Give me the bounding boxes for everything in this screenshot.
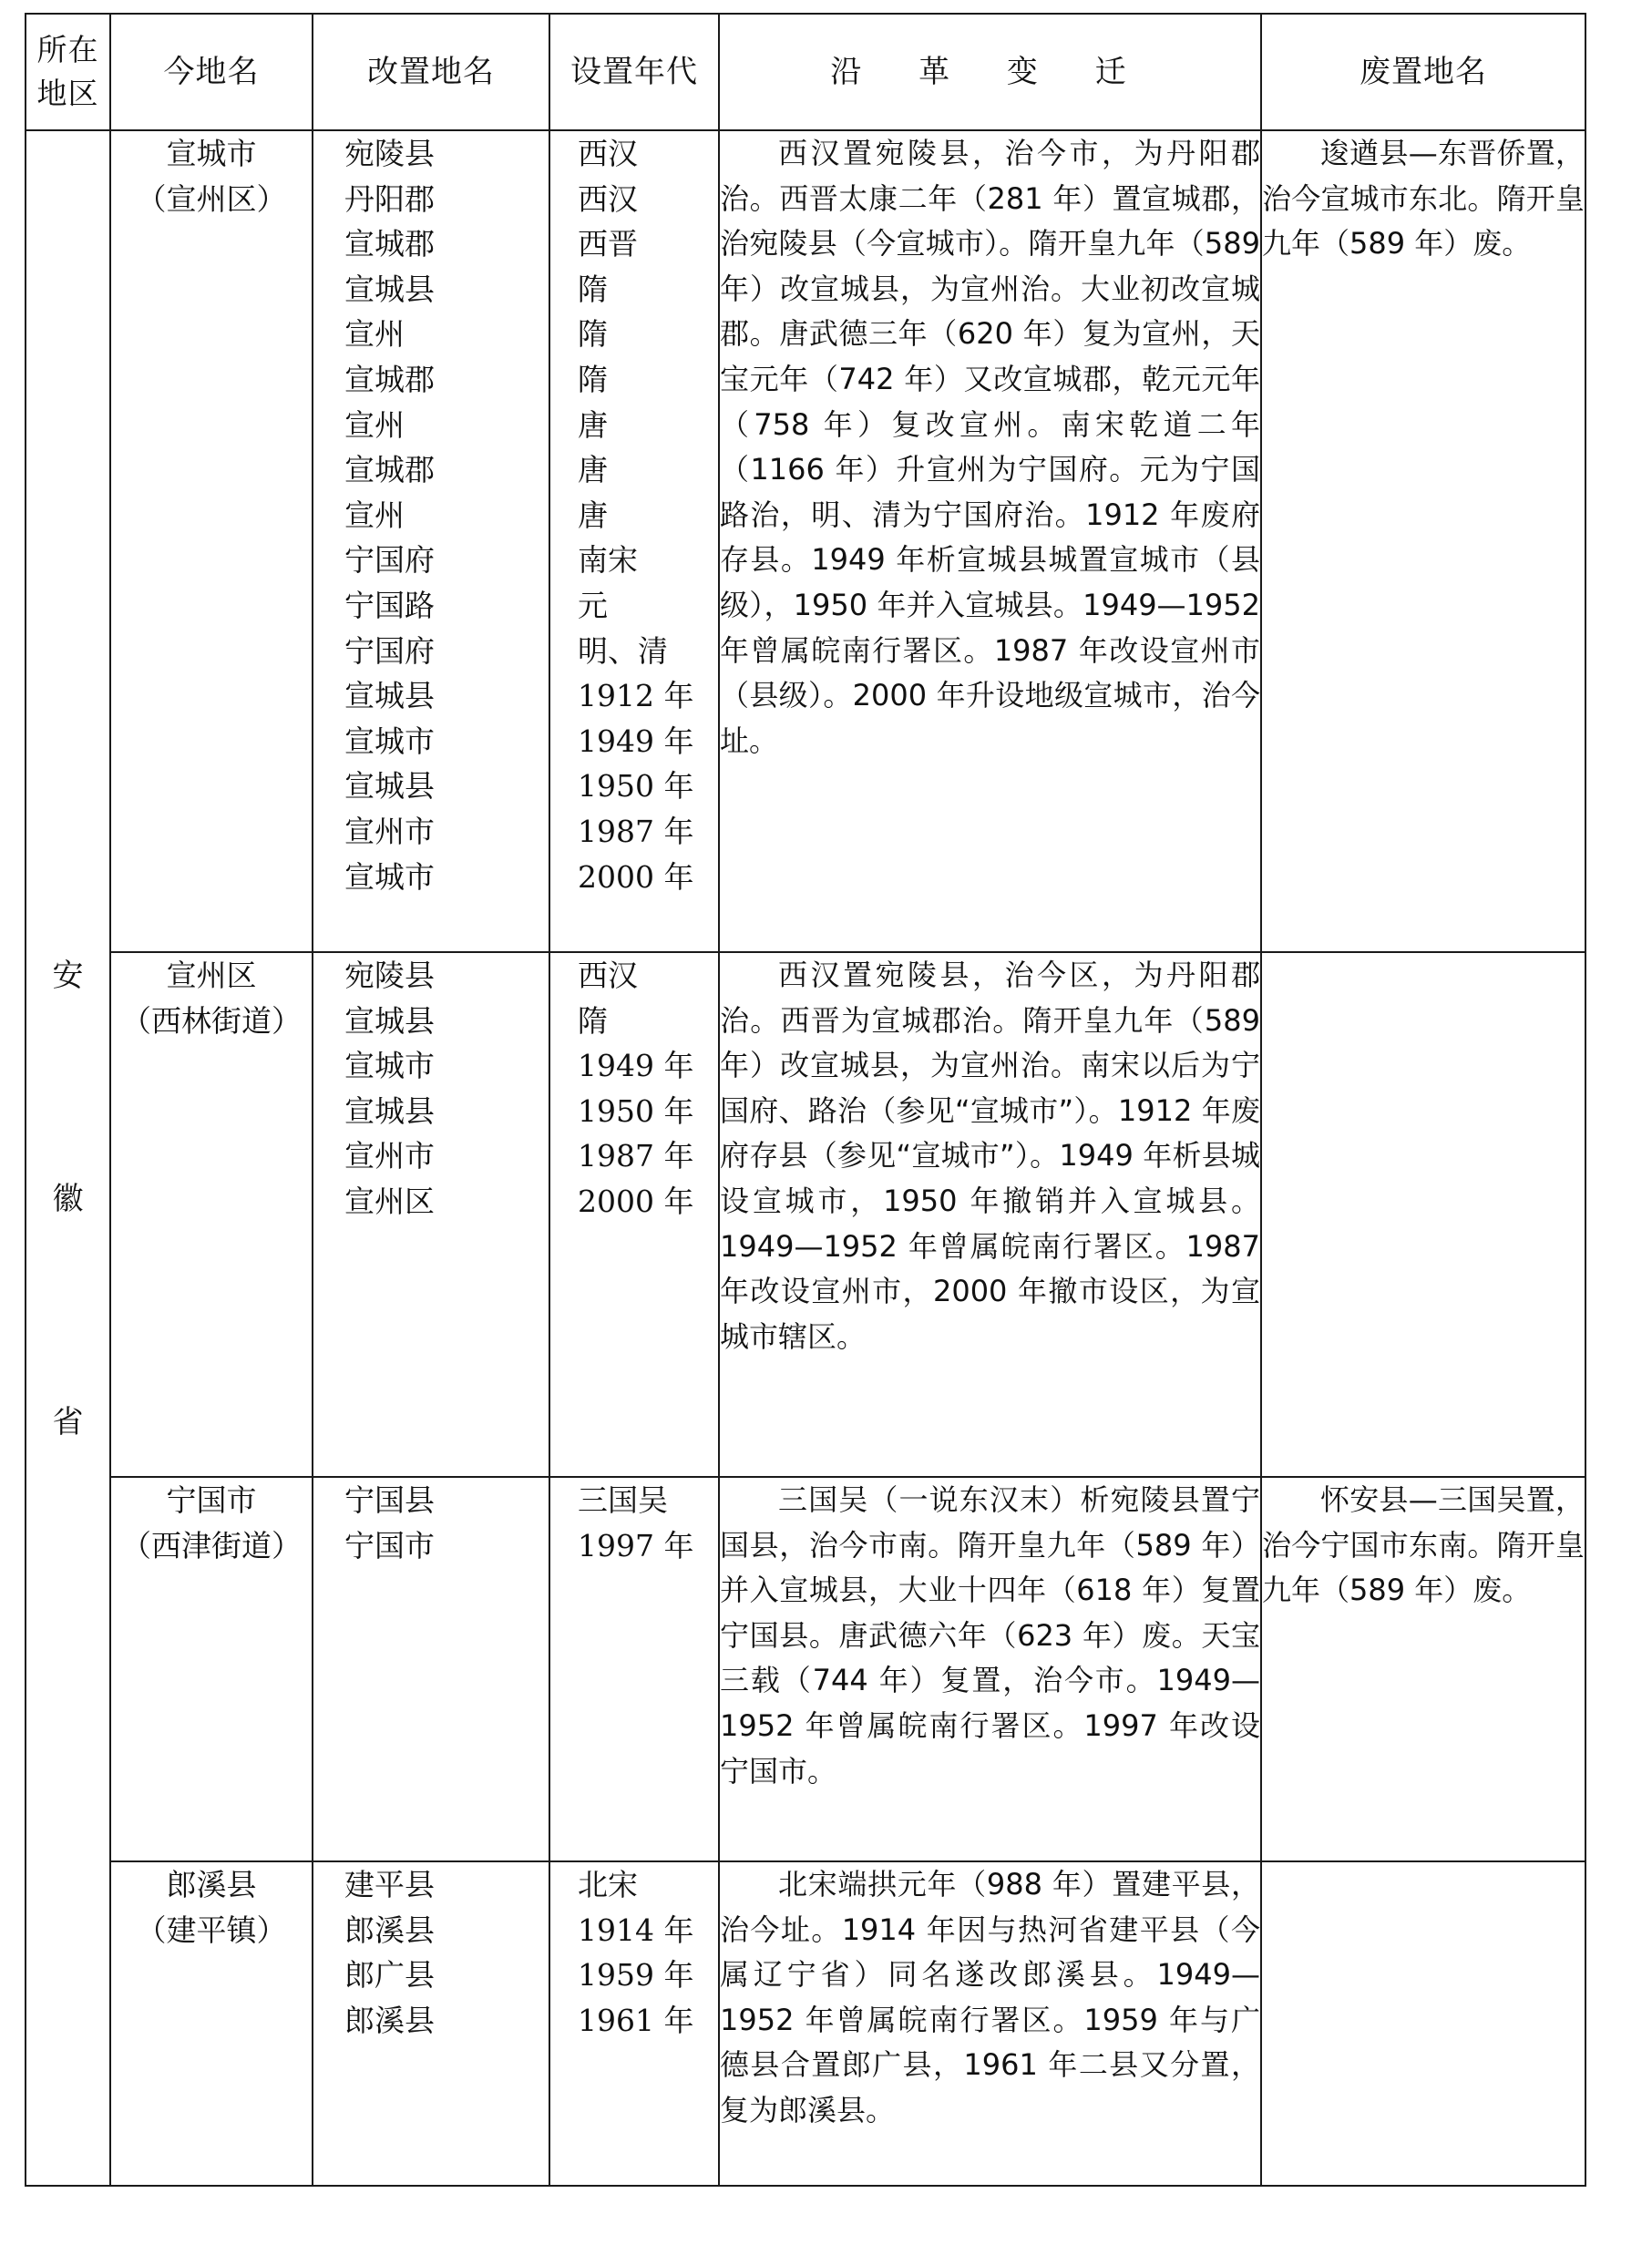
list-item: 西汉 bbox=[578, 180, 638, 217]
list-item: 宣城县 bbox=[344, 1002, 435, 1039]
seat-name: （建平镇） bbox=[136, 1912, 287, 1948]
list-item: 宣州 bbox=[344, 316, 405, 353]
table-row bbox=[26, 952, 1585, 1477]
list-item: 宣城郡 bbox=[344, 226, 435, 262]
list-item: 隋 bbox=[578, 361, 608, 397]
current-name-cell bbox=[110, 1477, 313, 1861]
list-item: 隋 bbox=[578, 271, 608, 307]
list-item: 宣城市 bbox=[344, 723, 435, 759]
seat-name: （宣州区） bbox=[136, 181, 287, 217]
list-item: 宁国市 bbox=[344, 1527, 435, 1563]
list-item: 2000 年 bbox=[578, 858, 694, 895]
list-item: 丹阳郡 bbox=[344, 180, 435, 217]
history-cell bbox=[719, 1477, 1261, 1861]
header-current-name: 今地名 bbox=[110, 14, 313, 130]
list-item: 郎溪县 bbox=[344, 2002, 435, 2038]
list-item: 宣城郡 bbox=[344, 361, 435, 397]
renamed-list bbox=[313, 952, 549, 1477]
current-name-cell bbox=[110, 952, 313, 1477]
history-cell bbox=[719, 1861, 1261, 2186]
list-item: 1914 年 bbox=[578, 1912, 694, 1948]
header-region bbox=[26, 14, 110, 130]
header-row bbox=[26, 14, 1585, 130]
list-item: 1950 年 bbox=[578, 768, 694, 805]
era-list bbox=[549, 1861, 719, 2186]
seat-name: （西林街道） bbox=[121, 1003, 302, 1039]
list-item: 明、清 bbox=[578, 632, 668, 669]
list-item: 宣州市 bbox=[344, 1138, 435, 1174]
abolished-cell bbox=[1261, 952, 1585, 1477]
list-item: 宛陵县 bbox=[344, 958, 435, 993]
list-item: 宣城市 bbox=[344, 1048, 435, 1084]
abolished-cell bbox=[1261, 130, 1585, 952]
list-item: 宣城县 bbox=[344, 678, 435, 714]
region-cell bbox=[26, 130, 110, 2186]
list-item: 1959 年 bbox=[578, 1957, 694, 1994]
list-item: 南宋 bbox=[578, 542, 638, 579]
abolished-text: 逡遒县—东晋侨置，治今宣城市东北。隋开皇九年（589 年）废。 bbox=[1262, 136, 1585, 261]
current-name: 宁国市 bbox=[166, 1482, 257, 1518]
list-item: 唐 bbox=[578, 497, 608, 533]
region-char: 徽 bbox=[52, 1181, 84, 1217]
list-item: 1997 年 bbox=[578, 1527, 694, 1563]
renamed-list bbox=[313, 1861, 549, 2186]
list-item: 1961 年 bbox=[578, 2002, 694, 2038]
history-text: 三国吴（一说东汉末）析宛陵县置宁国县，治今市南。隋开皇九年（589 年）并入宣城县，大业十四年（618 年）复置宁国县。唐武德六年（623 年）废。天宝三载（744 年）复置，治今市。1949—1952 年曾属皖南行署区。1997 年改设宁国市。 bbox=[720, 1482, 1260, 1789]
abolished-cell bbox=[1261, 1477, 1585, 1861]
list-item: 建平县 bbox=[344, 1867, 435, 1902]
list-item: 宣州 bbox=[344, 406, 405, 443]
list-item: 1912 年 bbox=[578, 678, 694, 714]
list-item: 宛陵县 bbox=[344, 136, 435, 171]
history-text: 西汉置宛陵县，治今区，为丹阳郡治。西晋为宣城郡治。隋开皇九年（589 年）改宣城县，为宣州治。南宋以后为宁国府、路治（参见“宣城市”）。1912 年废府存县（参见“宣城市”）。1949 年析县城设宣城市，1950 年撤销并入宣城县。1949—1952 年曾属皖南行署区。1987 年改设宣州市，2000 年撤市设区，为宣城市辖区。 bbox=[720, 958, 1260, 1354]
current-name: 郎溪县 bbox=[166, 1867, 257, 1902]
era-list bbox=[549, 130, 719, 952]
list-item: 隋 bbox=[578, 316, 608, 353]
list-item: 2000 年 bbox=[578, 1183, 694, 1219]
list-item: 元 bbox=[578, 587, 608, 623]
history-cell bbox=[719, 130, 1261, 952]
list-item: 宣城市 bbox=[344, 858, 435, 895]
current-name: 宣州区 bbox=[166, 958, 257, 993]
list-item: 西汉 bbox=[578, 958, 638, 993]
abolished-text: 怀安县—三国吴置，治今宁国市东南。隋开皇九年（589 年）废。 bbox=[1262, 1482, 1585, 1608]
renamed-list bbox=[313, 130, 549, 952]
table-row bbox=[26, 1477, 1585, 1861]
list-item: 隋 bbox=[578, 1002, 608, 1039]
list-item: 1949 年 bbox=[578, 1048, 694, 1084]
header-abolished: 废置地名 bbox=[1261, 14, 1585, 130]
list-item: 1987 年 bbox=[578, 813, 694, 849]
list-item: 宁国府 bbox=[344, 542, 435, 579]
current-name-cell bbox=[110, 130, 313, 952]
current-name-cell bbox=[110, 1861, 313, 2186]
list-item: 宣州区 bbox=[344, 1183, 435, 1219]
seat-name: （西津街道） bbox=[121, 1528, 302, 1563]
header-history-label: 沿 革 变 迁 bbox=[830, 54, 1150, 90]
list-item: 西晋 bbox=[578, 226, 638, 262]
region-name bbox=[26, 493, 109, 1823]
header-region-label: 所在地区 bbox=[36, 32, 99, 111]
table-row bbox=[26, 1861, 1585, 2186]
abolished-cell bbox=[1261, 1861, 1585, 2186]
list-item: 宣城县 bbox=[344, 768, 435, 805]
era-list bbox=[549, 952, 719, 1477]
list-item: 宁国路 bbox=[344, 587, 435, 623]
renamed-list bbox=[313, 1477, 549, 1861]
current-name: 宣城市 bbox=[166, 136, 257, 171]
list-item: 1987 年 bbox=[578, 1138, 694, 1174]
list-item: 郎广县 bbox=[344, 1957, 435, 1994]
list-item: 宣城郡 bbox=[344, 452, 435, 488]
list-item: 宣城县 bbox=[344, 1092, 435, 1129]
list-item: 宣城县 bbox=[344, 271, 435, 307]
list-item: 宁国县 bbox=[344, 1482, 435, 1518]
era-list bbox=[549, 1477, 719, 1861]
list-item: 1949 年 bbox=[578, 723, 694, 759]
header-renamed: 改置地名 bbox=[313, 14, 549, 130]
list-item: 宣州市 bbox=[344, 813, 435, 849]
list-item: 宁国府 bbox=[344, 632, 435, 669]
table-row bbox=[26, 130, 1585, 952]
list-item: 三国吴 bbox=[578, 1482, 668, 1518]
header-era: 设置年代 bbox=[549, 14, 719, 130]
list-item: 唐 bbox=[578, 452, 608, 488]
history-text: 北宋端拱元年（988 年）置建平县，治今址。1914 年因与热河省建平县（今属辽宁省）同名遂改郎溪县。1949—1952 年曾属皖南行署区。1959 年与广德县合置郎广县，1961 年二县又分置，复为郎溪县。 bbox=[720, 1867, 1260, 2127]
region-char: 省 bbox=[52, 1404, 84, 1440]
list-item: 西汉 bbox=[578, 136, 638, 171]
header-history bbox=[719, 14, 1261, 130]
list-item: 北宋 bbox=[578, 1867, 638, 1902]
gazetteer-table bbox=[25, 13, 1586, 2187]
list-item: 郎溪县 bbox=[344, 1912, 435, 1948]
list-item: 宣州 bbox=[344, 497, 405, 533]
list-item: 唐 bbox=[578, 406, 608, 443]
region-char: 安 bbox=[52, 958, 84, 994]
list-item: 1950 年 bbox=[578, 1092, 694, 1129]
history-cell bbox=[719, 952, 1261, 1477]
history-text: 西汉置宛陵县，治今市，为丹阳郡治。西晋太康二年（281 年）置宣城郡，治宛陵县（今宣城市）。隋开皇九年（589 年）改宣城县，为宣州治。大业初改宣城郡。唐武德三年（620 年）复为宣州，天宝元年（742 年）又改宣城郡，乾元元年（758 年）复改宣州。南宋乾道二年（1166 年）升宣州为宁国府。元为宁国路治，明、清为宁国府治。1912 年废府存县。1949 年析宣城县城置宣城市（县级），1950 年并入宣城县。1949—1952 年曾属皖南行署区。1987 年改设宣州市（县级）。2000 年升设地级宣城市，治今址。 bbox=[720, 136, 1260, 758]
